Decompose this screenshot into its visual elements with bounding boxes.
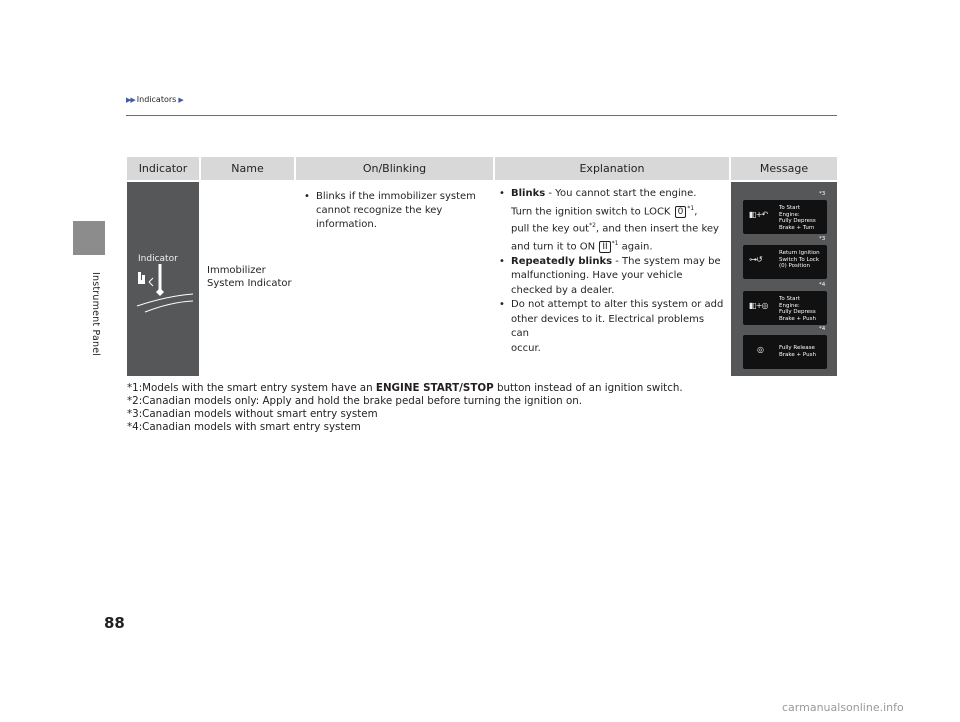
breadcrumb-title[interactable]: Indicators — [136, 95, 177, 104]
on-blinking-cell — [296, 182, 495, 376]
breadcrumb — [126, 95, 184, 104]
watermark[interactable]: carmanualsonline.info — [782, 701, 904, 714]
footnote-bold: ENGINE START/STOP — [375, 382, 494, 394]
message-display — [743, 245, 827, 279]
bullet-icon: • — [499, 299, 505, 311]
footnote-text: *2:Canadian models only: Apply and hold the brake pedal before turning the ignition on. — [127, 395, 583, 407]
explanation-text: occur. — [511, 342, 541, 354]
message-footnote: *3 — [819, 236, 826, 242]
on-blinking-line: cannot recognize the key — [316, 205, 443, 216]
indicator-label: Indicator — [138, 254, 178, 264]
footnote-ref: *1 — [611, 240, 619, 248]
blinks-term: Blinks — [511, 188, 546, 199]
footnote-text: *3:Canadian models without smart entry system — [127, 408, 378, 420]
explanation-text: and turn it to ON — [511, 241, 599, 253]
on-blinking-line: information. — [316, 219, 377, 230]
page-number: 88 — [104, 614, 125, 632]
message-text: To Start Engine: Fully Depress Brake + Turn — [779, 205, 816, 231]
message-footnote: *4 — [819, 326, 826, 332]
footnotes — [127, 382, 683, 434]
explanation-text: , — [694, 205, 698, 217]
explanation-text: again. — [618, 241, 653, 253]
repeatedly-blinks-term: Repeatedly blinks — [511, 255, 613, 267]
indicator-table — [127, 157, 837, 376]
bullet-icon: • — [304, 191, 310, 202]
immobilizer-indicator-icon — [127, 182, 201, 376]
header-indicator: Indicator — [127, 157, 201, 180]
header-on-blinking: On/Blinking — [296, 157, 495, 180]
brake-push-icon: ▮▯+◎ — [749, 301, 768, 310]
footnote-text: *4:Canadian models with smart entry system — [127, 421, 361, 433]
table-header — [127, 157, 837, 180]
bullet-icon: • — [499, 188, 505, 199]
explanation-text: checked by a dealer. — [511, 284, 615, 296]
message-display — [743, 291, 827, 325]
chapter-tab — [73, 221, 105, 255]
message-text: Return Ignition Switch To Lock (0) Position — [779, 250, 820, 269]
bullet-icon: • — [499, 255, 505, 267]
breadcrumb-arrow-icon: ▶ — [178, 95, 184, 104]
header-message: Message — [731, 157, 837, 180]
explanation-text: pull the key out — [511, 223, 590, 235]
explanation-text: , and then insert the key — [595, 223, 719, 235]
indicator-cell — [127, 182, 201, 376]
footnote-ref: *2 — [589, 222, 596, 230]
footnote-ref: *1 — [687, 204, 695, 212]
footnote-text: *1:Models with the smart entry system have an — [127, 382, 376, 394]
message-cell — [731, 182, 837, 376]
table-row — [127, 182, 837, 376]
explanation-text: Turn the ignition switch to LOCK — [511, 205, 674, 217]
name-cell — [201, 182, 296, 376]
explanation-text: - The system may be — [612, 255, 721, 267]
header-rule — [126, 115, 837, 116]
footnote-text: button instead of an ignition switch. — [493, 382, 683, 394]
key-return-icon: ⊶↺ — [749, 255, 762, 264]
key-turn-icon: ▮▯+↶ — [749, 210, 768, 219]
lock-0-key: 0 — [675, 206, 687, 218]
explanation-text: - You cannot start the engine. — [545, 188, 697, 199]
message-footnote: *3 — [819, 191, 826, 197]
header-name: Name — [201, 157, 296, 180]
message-footnote: *4 — [819, 282, 826, 288]
on-blinking-line: Blinks if the immobilizer system — [316, 191, 476, 202]
message-display — [743, 200, 827, 234]
message-text: To Start Engine: Fully Depress Brake + Push — [779, 296, 816, 322]
explanation-text: malfunctioning. Have your vehicle — [511, 270, 683, 282]
breadcrumb-arrows-icon: ▶▶ — [126, 95, 135, 104]
message-text: Fully Release Brake + Push — [779, 345, 816, 358]
explanation-text: Do not attempt to alter this system or add — [511, 299, 724, 311]
explanation-text: other devices to it. Electrical problems can — [511, 313, 705, 340]
start-button-icon: ◎ — [757, 345, 763, 354]
chapter-label: Instrument Panel — [90, 272, 101, 357]
explanation-cell — [495, 182, 731, 376]
name-line-2: System Indicator — [207, 278, 292, 289]
header-explanation: Explanation — [495, 157, 731, 180]
message-display — [743, 335, 827, 369]
on-ii-key: II — [599, 241, 610, 253]
name-line-1: Immobilizer — [207, 265, 266, 276]
